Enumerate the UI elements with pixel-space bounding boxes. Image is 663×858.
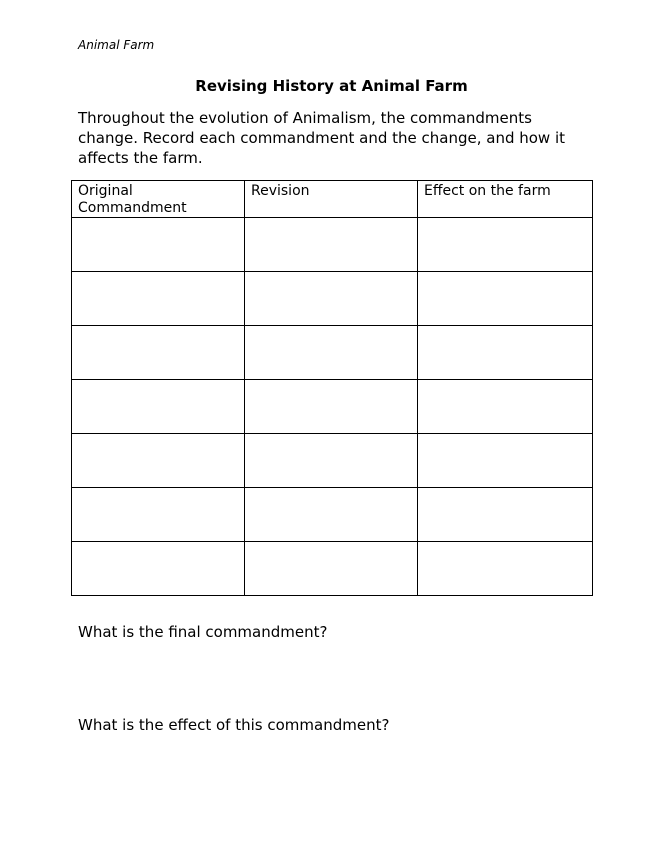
table-cell[interactable] bbox=[245, 326, 418, 380]
table-cell[interactable] bbox=[418, 542, 593, 596]
table-cell[interactable] bbox=[72, 272, 245, 326]
column-header-revision: Revision bbox=[245, 181, 418, 218]
page-title: Revising History at Animal Farm bbox=[195, 77, 468, 95]
table-row bbox=[72, 218, 593, 272]
table-header-row bbox=[72, 181, 593, 218]
table-row bbox=[72, 326, 593, 380]
instructions-paragraph bbox=[78, 108, 608, 168]
table-cell[interactable] bbox=[72, 434, 245, 488]
table-row bbox=[72, 272, 593, 326]
instructions-line: Throughout the evolution of Animalism, the commandments bbox=[78, 109, 532, 127]
table-cell[interactable] bbox=[72, 380, 245, 434]
table-cell[interactable] bbox=[245, 434, 418, 488]
table-cell[interactable] bbox=[72, 488, 245, 542]
table-cell[interactable] bbox=[418, 434, 593, 488]
table-cell[interactable] bbox=[245, 272, 418, 326]
commandments-table bbox=[71, 180, 593, 596]
column-header-original: Original Commandment bbox=[72, 181, 245, 218]
question-final-commandment: What is the final commandment? bbox=[78, 623, 328, 641]
table-cell[interactable] bbox=[245, 488, 418, 542]
table-cell[interactable] bbox=[245, 380, 418, 434]
table-row bbox=[72, 380, 593, 434]
instructions-line: affects the farm. bbox=[78, 149, 203, 167]
table-cell[interactable] bbox=[72, 326, 245, 380]
table-cell[interactable] bbox=[245, 218, 418, 272]
table-cell[interactable] bbox=[418, 488, 593, 542]
question-commandment-effect: What is the effect of this commandment? bbox=[78, 716, 390, 734]
table-row bbox=[72, 488, 593, 542]
running-header: Animal Farm bbox=[78, 38, 155, 52]
table-cell[interactable] bbox=[72, 542, 245, 596]
table-row bbox=[72, 434, 593, 488]
table-cell[interactable] bbox=[418, 218, 593, 272]
table-cell[interactable] bbox=[418, 272, 593, 326]
column-header-effect: Effect on the farm bbox=[418, 181, 593, 218]
instructions-line: change. Record each commandment and the change, and how it bbox=[78, 129, 566, 147]
table-cell[interactable] bbox=[245, 542, 418, 596]
table-cell[interactable] bbox=[72, 218, 245, 272]
table-row bbox=[72, 542, 593, 596]
table-cell[interactable] bbox=[418, 380, 593, 434]
table-cell[interactable] bbox=[418, 326, 593, 380]
